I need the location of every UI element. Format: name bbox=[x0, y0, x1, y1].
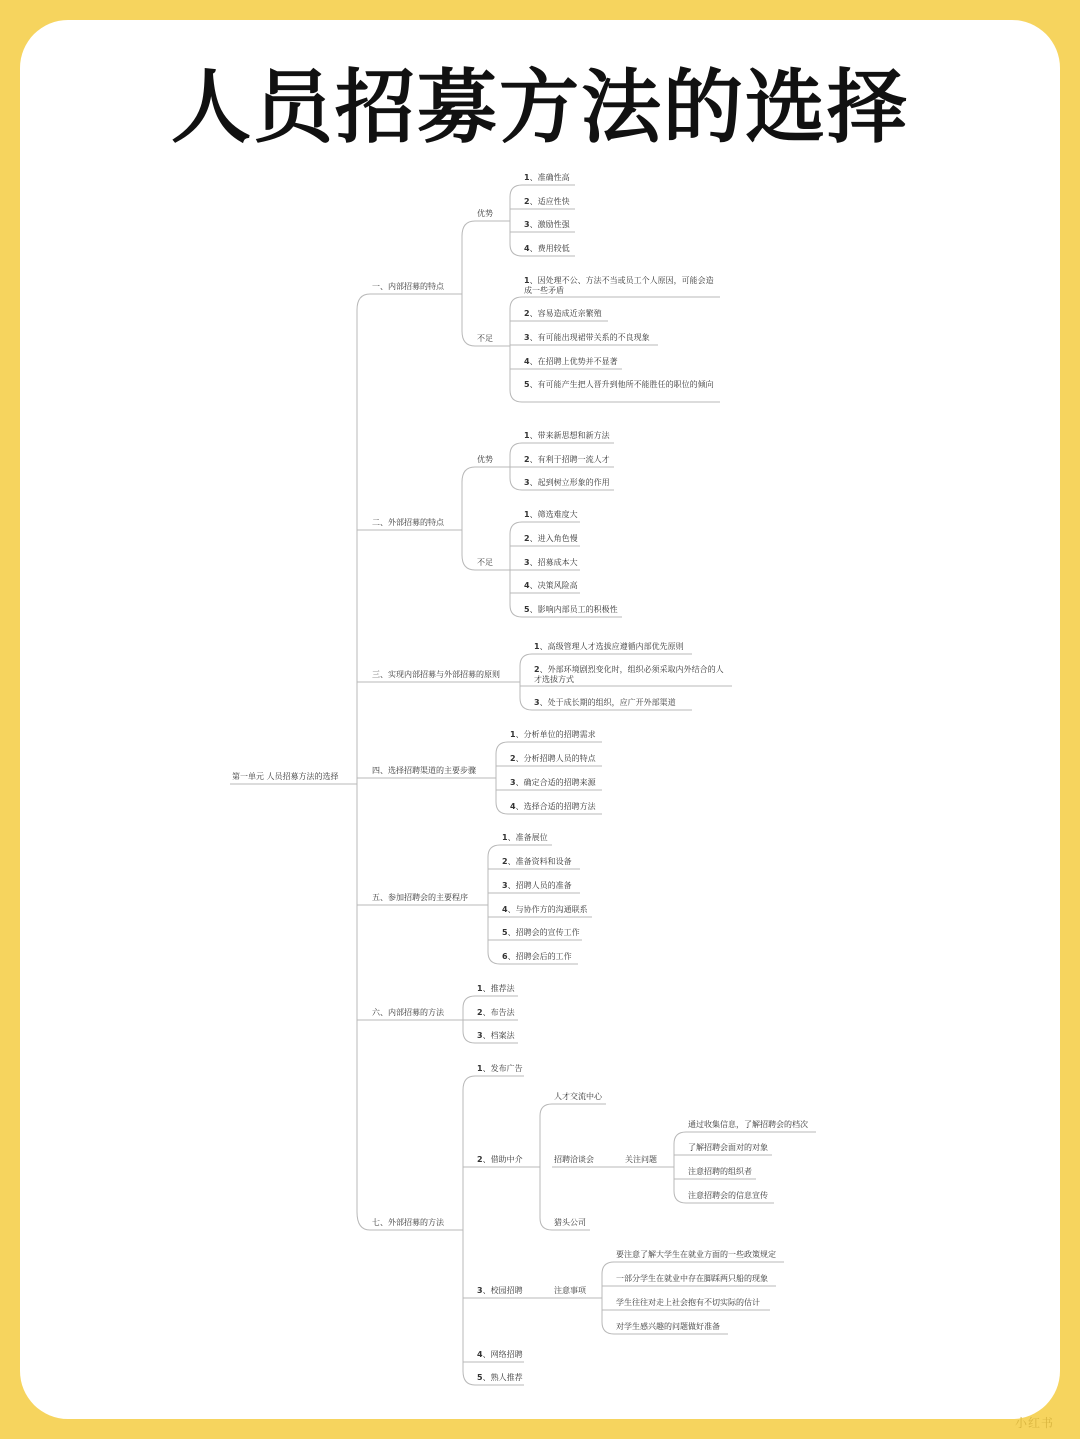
s7-campus-notes: 注意事项 bbox=[554, 1286, 586, 1295]
s7-focus-item-2: 了解招聘会面对的对象 bbox=[688, 1143, 768, 1152]
s1-dis-item-2: 2、容易造成近亲繁殖 bbox=[524, 309, 602, 318]
s2-dis-item-3: 3、招募成本大 bbox=[524, 558, 578, 567]
s7-focus-item-1: 通过收集信息，了解招聘会的档次 bbox=[688, 1120, 808, 1129]
s7-campus-item-2: 一部分学生在就业中存在脚踩两只船的现象 bbox=[616, 1274, 768, 1283]
s2-adv-label: 优势 bbox=[477, 455, 493, 464]
s7-item-1: 1、发布广告 bbox=[477, 1064, 523, 1073]
section-1-label: 一、内部招募的特点 bbox=[372, 282, 444, 291]
s2-adv-item-1: 1、带来新思想和新方法 bbox=[524, 431, 610, 440]
s2-dis-item-4: 4、决策风险高 bbox=[524, 581, 578, 590]
s4-item-1: 1、分析单位的招聘需求 bbox=[510, 730, 596, 739]
s7-focus-item-4: 注意招聘会的信息宣传 bbox=[688, 1191, 768, 1200]
s1-adv-label: 优势 bbox=[477, 209, 493, 218]
mindmap-root: 第一单元 人员招募方法的选择 bbox=[232, 772, 339, 781]
s2-dis-label: 不足 bbox=[477, 558, 493, 567]
s3-item-3: 3、处于成长期的组织，应广开外部渠道 bbox=[534, 698, 676, 707]
s1-dis-item-5: 5、有可能产生把人晋升到他所不能胜任的职位的倾向 bbox=[524, 380, 714, 389]
s4-item-3: 3、确定合适的招聘来源 bbox=[510, 778, 596, 787]
s5-item-6: 6、招聘会后的工作 bbox=[502, 952, 572, 961]
s5-item-4: 4、与协作方的沟通联系 bbox=[502, 905, 588, 914]
s7-item-4: 4、网络招聘 bbox=[477, 1350, 523, 1359]
page-title: 人员招募方法的选择 bbox=[171, 61, 909, 154]
s7-campus-item-3: 学生往往对走上社会抱有不切实际的估计 bbox=[616, 1298, 760, 1307]
s7-campus-item-4: 对学生感兴趣的问题做好准备 bbox=[616, 1322, 720, 1331]
s5-item-5: 5、招聘会的宣传工作 bbox=[502, 928, 580, 937]
s7-item-3: 3、校园招聘 bbox=[477, 1286, 523, 1295]
s7-focus-issues: 关注问题 bbox=[625, 1155, 657, 1164]
s4-item-4: 4、选择合适的招聘方法 bbox=[510, 802, 596, 811]
s5-item-3: 3、招聘人员的准备 bbox=[502, 881, 572, 890]
s1-adv-item-1: 1、准确性高 bbox=[524, 173, 570, 182]
s2-adv-item-2: 2、有利于招聘一流人才 bbox=[524, 455, 610, 464]
section-3-label: 三、实现内部招募与外部招募的原则 bbox=[372, 670, 500, 679]
s5-item-2: 2、准备资料和设备 bbox=[502, 857, 572, 866]
s2-dis-item-2: 2、进入角色慢 bbox=[524, 534, 578, 543]
s7-job-fair: 招聘洽谈会 bbox=[554, 1155, 594, 1164]
s7-talent-center: 人才交流中心 bbox=[554, 1092, 602, 1101]
section-4-label: 四、选择招聘渠道的主要步骤 bbox=[372, 766, 476, 775]
s4-item-2: 2、分析招聘人员的特点 bbox=[510, 754, 596, 763]
s1-adv-item-3: 3、激励性强 bbox=[524, 220, 570, 229]
watermark: 小红书 bbox=[1014, 1416, 1054, 1430]
s1-dis-item-1: 1、因处理不公、方法不当或员工个人原因，可能会造成一些矛盾 bbox=[524, 276, 714, 295]
s3-item-1: 1、高级管理人才选拔应遵循内部优先原则 bbox=[534, 642, 684, 651]
section-6-label: 六、内部招募的方法 bbox=[372, 1008, 444, 1017]
s2-dis-item-1: 1、筛选难度大 bbox=[524, 510, 578, 519]
s2-dis-item-5: 5、影响内部员工的积极性 bbox=[524, 605, 618, 614]
s1-dis-item-4: 4、在招聘上优势并不显著 bbox=[524, 357, 618, 366]
s6-item-3: 3、档案法 bbox=[477, 1031, 515, 1040]
s1-dis-item-3: 3、有可能出现裙带关系的不良现象 bbox=[524, 333, 650, 342]
section-5-label: 五、参加招聘会的主要程序 bbox=[372, 893, 468, 902]
s7-item-2: 2、借助中介 bbox=[477, 1155, 523, 1164]
s7-item-5: 5、熟人推荐 bbox=[477, 1373, 523, 1382]
section-2-label: 二、外部招募的特点 bbox=[372, 518, 444, 527]
section-7-label: 七、外部招募的方法 bbox=[372, 1218, 444, 1227]
s1-adv-item-2: 2、适应性快 bbox=[524, 197, 570, 206]
s7-headhunter: 猎头公司 bbox=[554, 1218, 586, 1227]
s1-adv-item-4: 4、费用较低 bbox=[524, 244, 570, 253]
s6-item-2: 2、布告法 bbox=[477, 1008, 515, 1017]
s7-focus-item-3: 注意招聘的组织者 bbox=[688, 1167, 752, 1176]
s5-item-1: 1、准备展位 bbox=[502, 833, 548, 842]
s1-dis-label: 不足 bbox=[477, 334, 493, 343]
s7-campus-item-1: 要注意了解大学生在就业方面的一些政策规定 bbox=[616, 1250, 776, 1259]
s2-adv-item-3: 3、起到树立形象的作用 bbox=[524, 478, 610, 487]
s6-item-1: 1、推荐法 bbox=[477, 984, 515, 993]
s3-item-2: 2、外部环境剧烈变化时，组织必须采取内外结合的人才选拔方式 bbox=[534, 665, 724, 684]
